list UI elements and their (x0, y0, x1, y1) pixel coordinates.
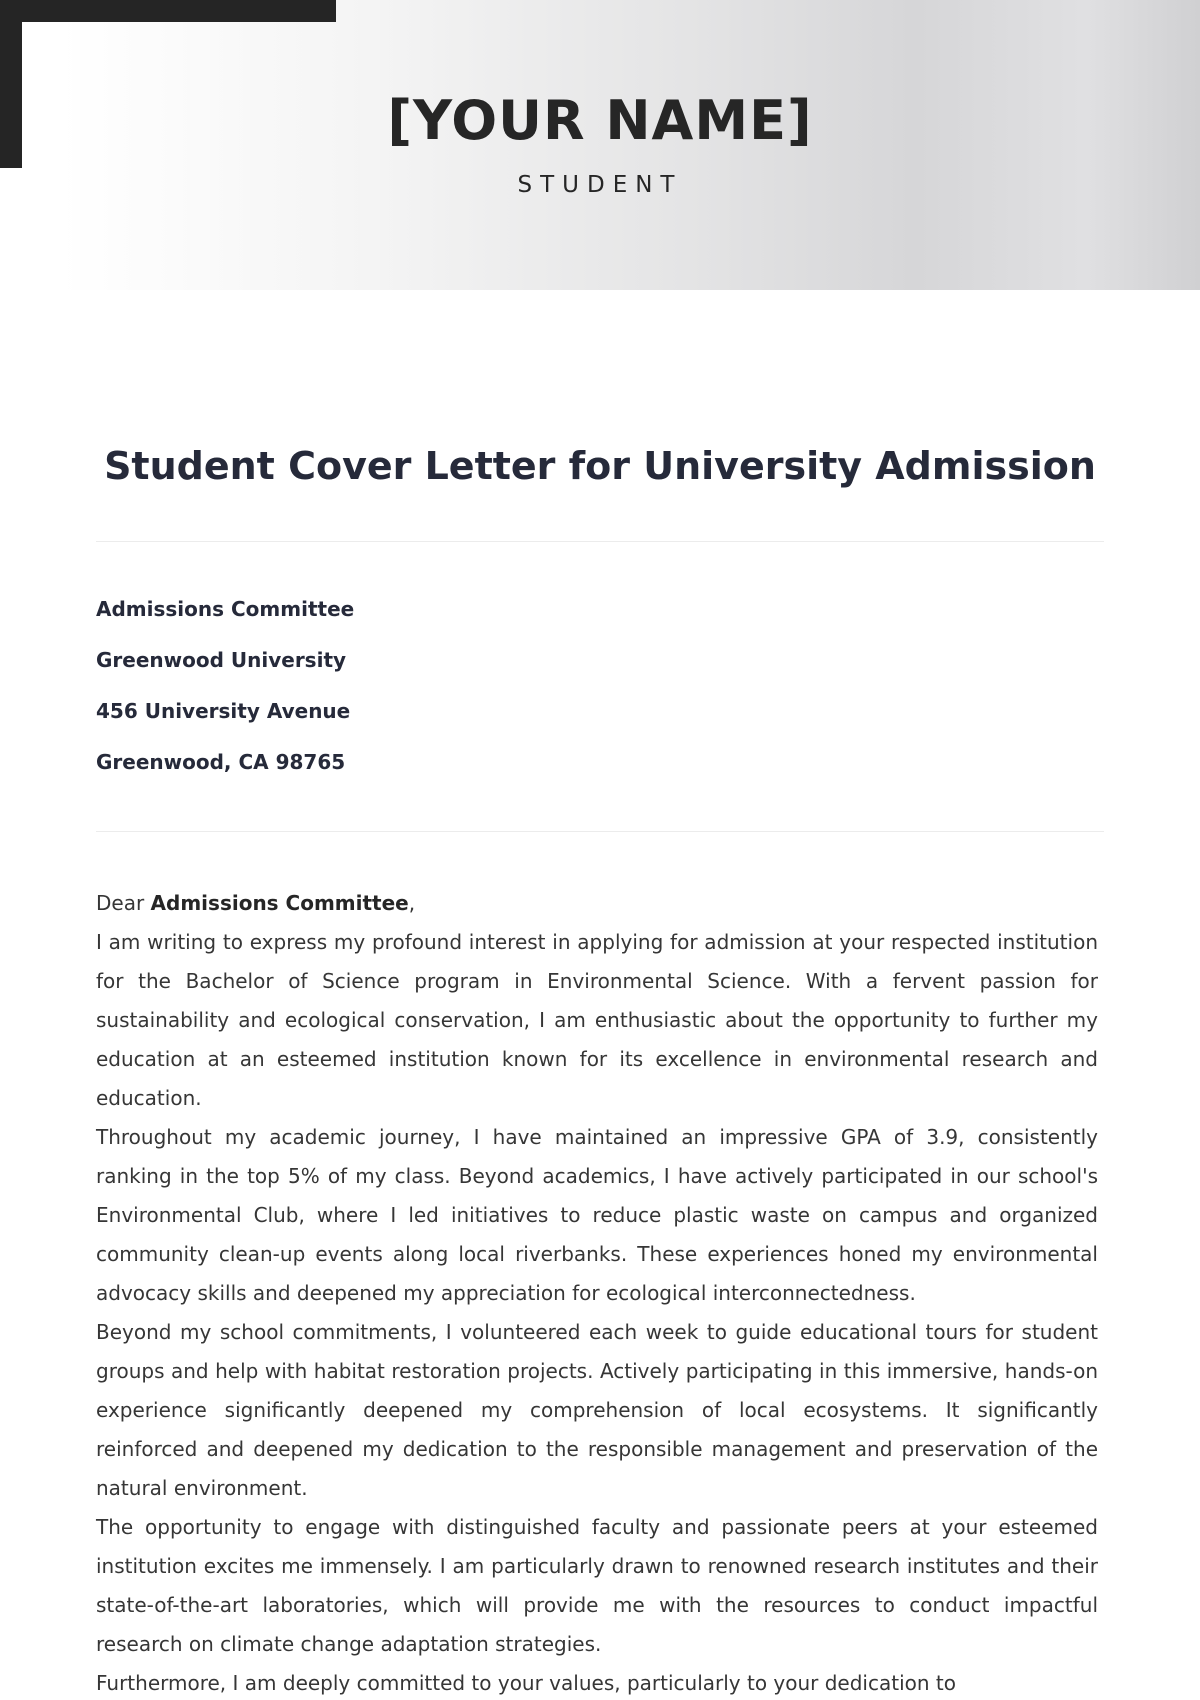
corner-accent-top (0, 0, 336, 22)
recipient-address (96, 594, 696, 798)
address-line: Greenwood, CA 98765 (96, 750, 346, 774)
letter-paragraph: I am writing to express my profound interest in applying for admission at your respected institution for the Bachelor of Science program in Environmental Science. With a fervent passion for sustainability and ecological conservation, I am enthusiastic about the opportunity to further my education at an esteemed institution known for its excellence in environmental research and education. (96, 930, 1098, 1110)
address-line: Admissions Committee (96, 597, 355, 621)
divider (96, 831, 1104, 832)
salutation-prefix: Dear (96, 891, 151, 915)
salutation-suffix: , (408, 891, 416, 915)
address-line: 456 University Avenue (96, 699, 351, 723)
role-subtitle: STUDENT (517, 172, 683, 198)
letter-body (96, 884, 1098, 1700)
salutation-name: Admissions Committee (150, 891, 409, 915)
salutation (96, 884, 1098, 923)
letter-paragraph: Throughout my academic journey, I have maintained an impressive GPA of 3.9, consistently ranking in the top 5% of my class. Beyond academics, I have actively participated in our school's Environmental Club, where I led initiatives to reduce plastic waste on campus and organized community clean-up events along local riverbanks. These experiences honed my environmental advocacy skills and deepened my appreciation for ecological interconnectedness. (96, 1125, 1098, 1305)
name-heading: [YOUR NAME] (387, 89, 813, 152)
letter-paragraph: The opportunity to engage with distinguished faculty and passionate peers at your esteemed institution excites me immensely. I am particularly drawn to renowned research institutes and their state-of-the-art laboratories, which will provide me with the resources to conduct impactful research on climate change adaptation strategies. (96, 1515, 1098, 1656)
document-title: Student Cover Letter for University Admission (104, 444, 1096, 488)
address-line: Greenwood University (96, 648, 347, 672)
letter-paragraph: Furthermore, I am deeply committed to your values, particularly to your dedication to (96, 1671, 956, 1695)
divider (96, 541, 1104, 542)
letter-paragraph: Beyond my school commitments, I volunteered each week to guide educational tours for student groups and help with habitat restoration projects. Actively participating in this immersive, hands-on experience significantly deepened my comprehension of local ecosystems. It significantly reinforced and deepened my dedication to the responsible management and preservation of the natural environment. (96, 1320, 1098, 1500)
